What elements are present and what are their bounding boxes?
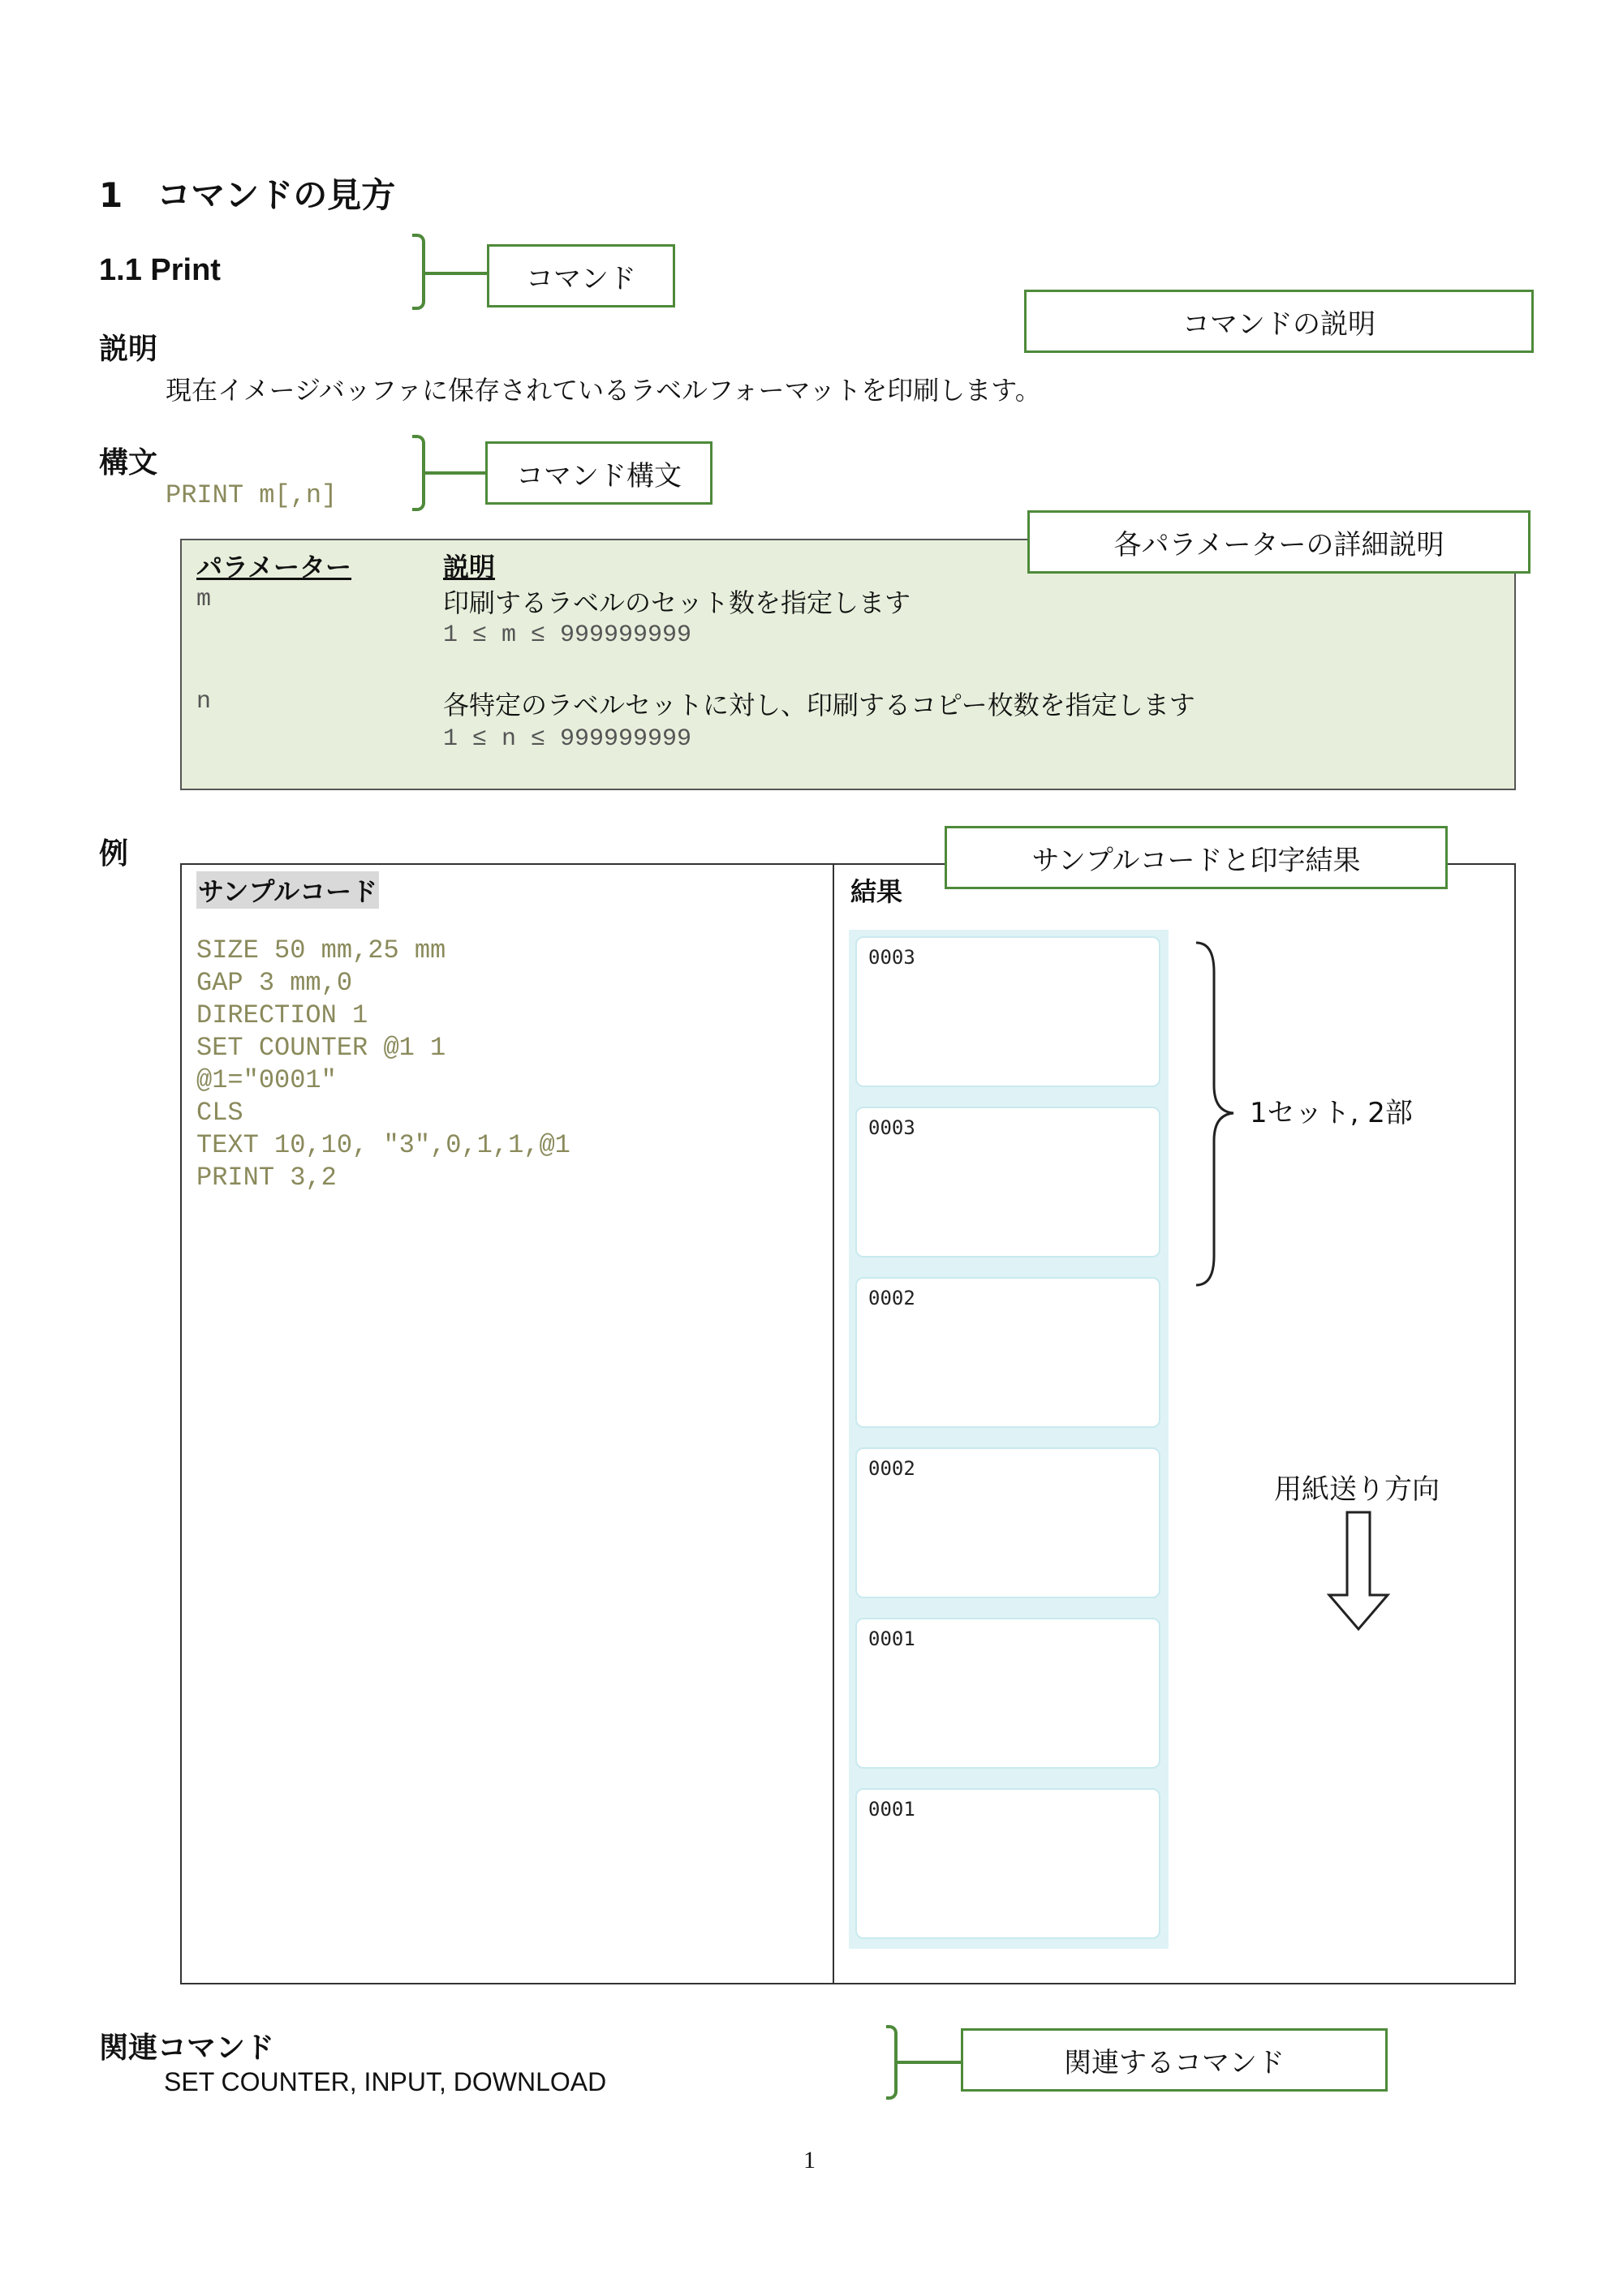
down-arrow-icon — [1326, 1511, 1391, 1632]
page-heading: 1 コマンドの見方 — [99, 175, 396, 215]
description-text: 現在イメージバッファに保存されているラベルフォーマットを印刷します。 — [166, 375, 1041, 406]
printed-label — [855, 1447, 1160, 1598]
description-column-header: 説明 — [443, 552, 496, 583]
code-line: DIRECTION 1 — [196, 1000, 368, 1030]
param-desc: 印刷するラベルのセット数を指定します — [443, 587, 911, 618]
label-number: 0003 — [868, 946, 915, 969]
printed-label — [855, 1788, 1160, 1939]
example-callout: サンプルコードと印字結果 — [945, 826, 1448, 889]
related-bracket — [886, 2025, 898, 2100]
description-heading: 説明 — [99, 333, 158, 366]
code-line: CLS — [196, 1098, 243, 1128]
param-name: m — [196, 586, 212, 613]
set-brace-icon — [1193, 939, 1242, 1288]
related-callout: 関連するコマンド — [961, 2028, 1388, 2092]
code-line: SIZE 50 mm,25 mm — [196, 935, 446, 965]
command-title: 1.1 Print — [99, 253, 221, 287]
code-line: @1="0001" — [196, 1065, 337, 1095]
label-number: 0001 — [868, 1627, 915, 1650]
param-desc: 各特定のラベルセットに対し、印刷するコピー枚数を指定します — [443, 690, 1195, 720]
param-range: 1 ≤ m ≤ 999999999 — [443, 621, 692, 649]
sample-code-block — [196, 935, 570, 1194]
syntax-callout: コマンド構文 — [485, 441, 712, 505]
code-line: GAP 3 mm,0 — [196, 968, 353, 998]
related-heading: 関連コマンド — [99, 2032, 275, 2065]
printed-label — [855, 1618, 1160, 1769]
set-note: 1セット, 2部 — [1250, 1097, 1413, 1129]
parameter-column-header: パラメーター — [196, 552, 352, 583]
sample-code-header: サンプルコード — [196, 871, 379, 909]
label-number: 0002 — [868, 1287, 915, 1309]
related-commands-text: SET COUNTER, INPUT, DOWNLOAD — [164, 2067, 607, 2096]
syntax-bracket — [412, 435, 425, 511]
command-callout: コマンド — [487, 244, 675, 307]
command-connector — [425, 272, 489, 275]
code-line: TEXT 10,10, "3",0,1,1,@1 — [196, 1130, 570, 1160]
label-number: 0002 — [868, 1457, 915, 1480]
printed-label — [855, 1107, 1160, 1258]
parameter-table — [180, 539, 1516, 790]
parameters-callout: 各パラメーターの詳細説明 — [1027, 510, 1530, 574]
printed-label — [855, 1277, 1160, 1428]
example-heading: 例 — [99, 837, 129, 871]
code-line: SET COUNTER @1 1 — [196, 1033, 446, 1063]
page-number: 1 — [803, 2147, 816, 2173]
syntax-connector — [425, 471, 487, 475]
param-range: 1 ≤ n ≤ 999999999 — [443, 725, 692, 753]
code-line: PRINT 3,2 — [196, 1163, 337, 1193]
example-divider — [833, 863, 834, 1984]
param-name: n — [196, 688, 212, 716]
command-bracket — [412, 234, 425, 310]
description-callout: コマンドの説明 — [1024, 290, 1534, 353]
related-connector — [898, 2061, 962, 2064]
label-number: 0001 — [868, 1798, 915, 1821]
syntax-heading: 構文 — [99, 446, 158, 479]
label-number: 0003 — [868, 1116, 915, 1139]
result-header: 結果 — [850, 876, 903, 907]
feed-direction-label: 用紙送り方向 — [1274, 1473, 1440, 1506]
syntax-code: PRINT m[,n] — [166, 480, 338, 510]
printed-label — [855, 936, 1160, 1087]
